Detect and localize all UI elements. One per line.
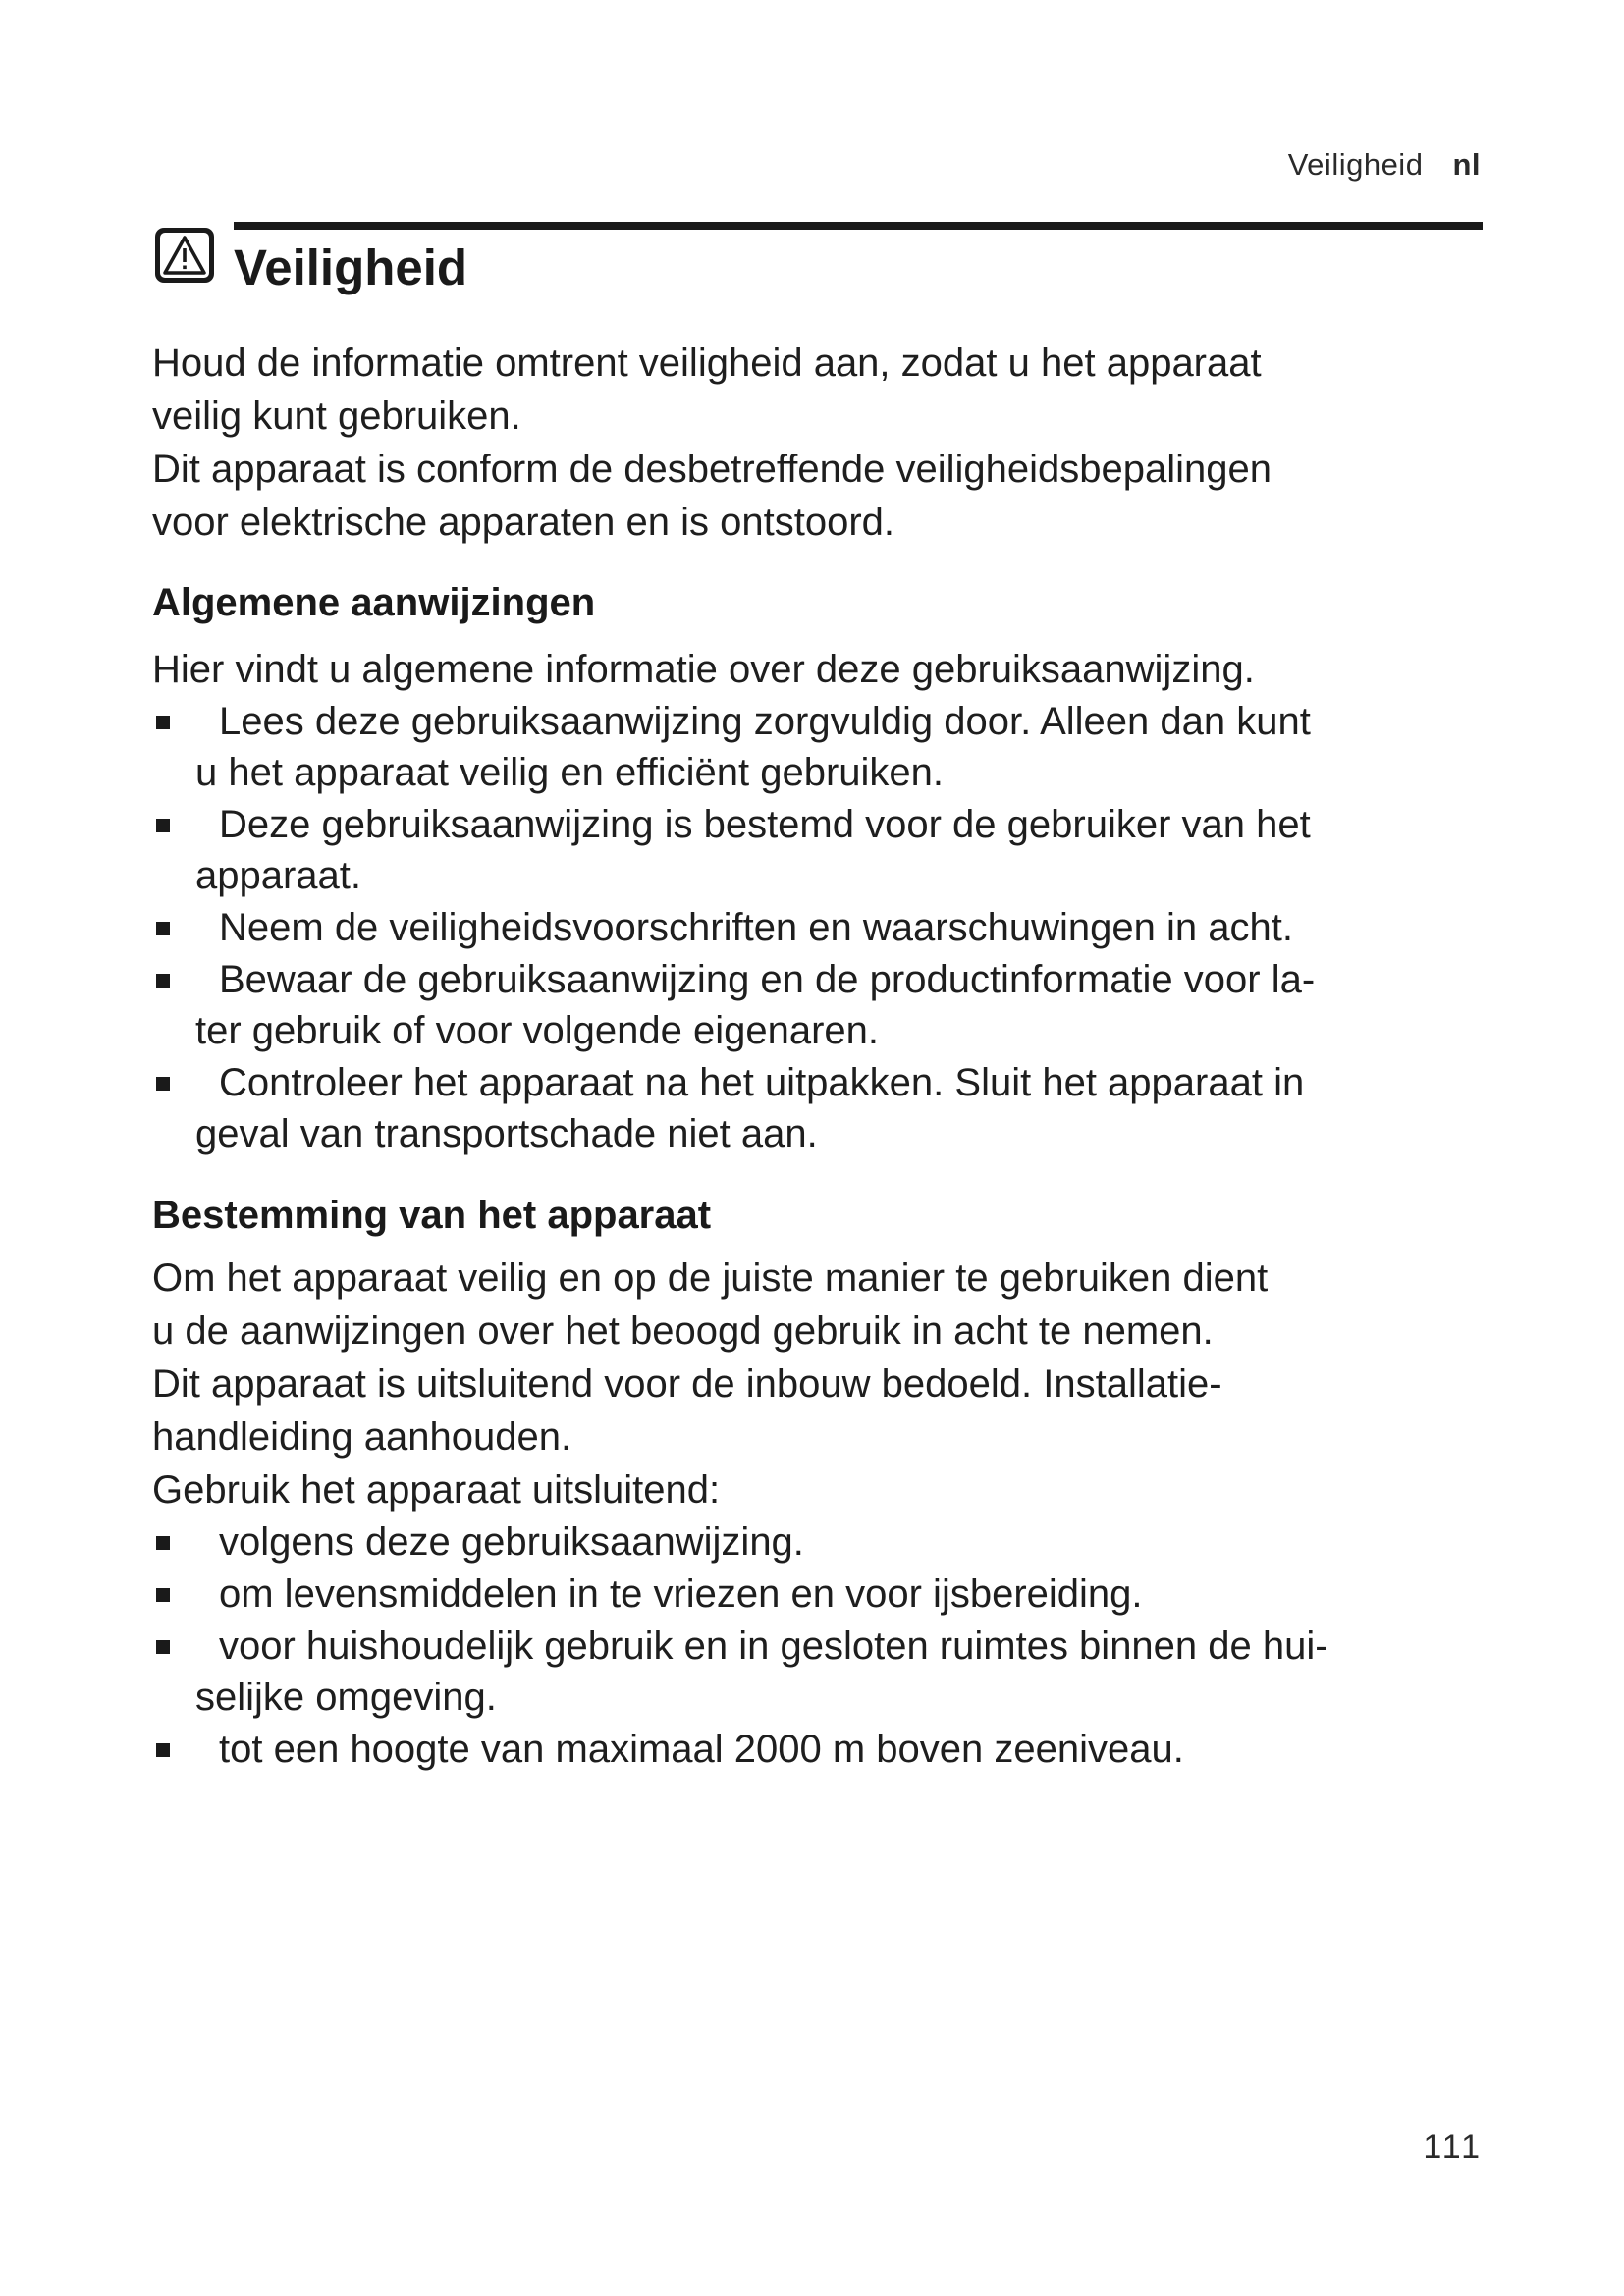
- list-item: [152, 799, 1527, 901]
- purpose-heading: Bestemming van het apparaat: [152, 1194, 712, 1237]
- list-item: [152, 1517, 1527, 1568]
- list-item-text: selijke omgeving.: [195, 1676, 497, 1719]
- bullet-square-icon: [156, 1077, 170, 1091]
- general-bullet-list: [152, 696, 1527, 1159]
- general-intro: Hier vindt u algemene informatie over deze gebruiksaanwijzing.: [152, 648, 1255, 691]
- list-item-text: geval van transportschade niet aan.: [195, 1112, 818, 1155]
- page-title: Veiligheid: [234, 240, 468, 295]
- list-item-text: Controleer het apparaat na het uitpakken. Sluit het apparaat in: [219, 1061, 1305, 1104]
- purpose-line: Gebruik het apparaat uitsluitend:: [152, 1468, 721, 1512]
- intro-line: voor elektrische apparaten en is ontstoord.: [152, 501, 894, 544]
- purpose-line: Om het apparaat veilig en op de juiste manier te gebruiken dient: [152, 1256, 1269, 1300]
- bullet-square-icon: [156, 1536, 170, 1550]
- title-rule: [234, 222, 1483, 230]
- list-item-text: Deze gebruiksaanwijzing is bestemd voor de gebruiker van het: [219, 803, 1311, 846]
- list-item-text: volgens deze gebruiksaanwijzing.: [219, 1521, 804, 1564]
- purpose-line: handleiding aanhouden.: [152, 1415, 572, 1459]
- bullet-square-icon: [156, 716, 170, 729]
- running-header: [1288, 147, 1481, 183]
- list-item-text: apparaat.: [195, 854, 362, 897]
- list-item-text: Bewaar de gebruiksaanwijzing en de productinformatie voor la-: [219, 958, 1316, 1001]
- bullet-square-icon: [156, 974, 170, 988]
- bullet-square-icon: [156, 1588, 170, 1602]
- list-item-text: om levensmiddelen in te vriezen en voor ijsbereiding.: [219, 1573, 1143, 1616]
- list-item-text: u het apparaat veilig en efficiënt gebruiken.: [195, 751, 945, 794]
- bullet-square-icon: [156, 1743, 170, 1757]
- list-item: [152, 1724, 1527, 1775]
- list-item-text: ter gebruik of voor volgende eigenaren.: [195, 1009, 880, 1052]
- intro-line: veilig kunt gebruiken.: [152, 395, 521, 438]
- purpose-line: Dit apparaat is uitsluitend voor de inbouw bedoeld. Installatie-: [152, 1362, 1222, 1406]
- list-item: [152, 696, 1527, 798]
- bullet-square-icon: [156, 819, 170, 832]
- purpose-bullet-list: [152, 1517, 1527, 1775]
- list-item: [152, 1621, 1527, 1723]
- list-item-text: Neem de veiligheidsvoorschriften en waarschuwingen in acht.: [219, 906, 1293, 949]
- running-header-language: nl: [1452, 147, 1481, 182]
- main-content: [152, 337, 1527, 1776]
- bullet-square-icon: [156, 922, 170, 935]
- list-item: [152, 902, 1527, 953]
- bullet-square-icon: [156, 1640, 170, 1654]
- list-item: [152, 954, 1527, 1056]
- list-item: [152, 1057, 1527, 1159]
- list-item-text: Lees deze gebruiksaanwijzing zorgvuldig door. Alleen dan kunt: [219, 700, 1311, 743]
- warning-triangle-icon: [154, 227, 215, 284]
- page-number: 111: [1423, 2128, 1483, 2165]
- list-item: [152, 1569, 1527, 1620]
- purpose-line: u de aanwijzingen over het beoogd gebruik in acht te nemen.: [152, 1309, 1214, 1353]
- intro-line: Dit apparaat is conform de desbetreffende veiligheidsbepalingen: [152, 448, 1272, 491]
- list-item-text: voor huishoudelijk gebruik en in gesloten ruimtes binnen de hui-: [219, 1625, 1328, 1668]
- general-heading: Algemene aanwijzingen: [152, 581, 596, 624]
- intro-line: Houd de informatie omtrent veiligheid aan, zodat u het apparaat: [152, 342, 1262, 385]
- list-item-text: tot een hoogte van maximaal 2000 m boven zeeniveau.: [219, 1728, 1184, 1771]
- running-header-section: Veiligheid: [1287, 147, 1424, 182]
